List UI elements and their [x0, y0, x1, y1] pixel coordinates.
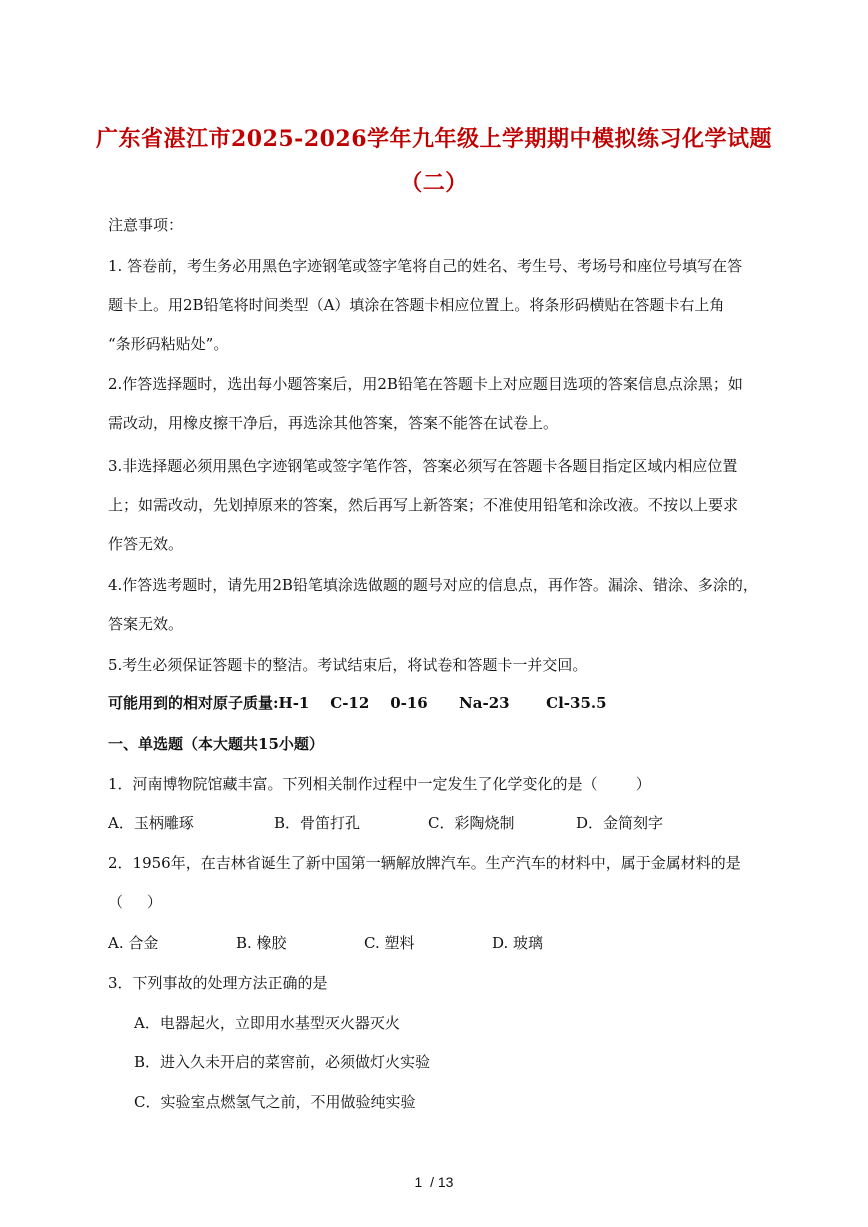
notice-item-4-cont: 答案无效。 [108, 615, 184, 633]
notice-item-1: 1. 答卷前，考生务必用黑色字迹钢笔或签字笔将自己的姓名、考生号、考场号和座位号填写在答 [108, 257, 743, 275]
question-1-option-b: B．骨笛打孔 [274, 814, 361, 832]
question-3-option-b: B．进入久未开启的菜窖前，必须做灯火实验 [134, 1053, 431, 1071]
question-2-option-b: B. 橡胶 [236, 934, 287, 952]
question-2-option-c: C. 塑料 [364, 934, 415, 952]
question-2-answer-blank: （ ） [108, 893, 162, 911]
section-heading: 一、单选题（本大题共15小题） [108, 735, 324, 753]
question-1-option-d: D．金简刻字 [576, 814, 664, 832]
notice-item-5: 5.考生必须保证答题卡的整洁。考试结束后，将试卷和答题卡一并交回。 [108, 656, 588, 674]
notice-item-3-cont: 上；如需改动，先划掉原来的答案，然后再写上新答案；不准使用铅笔和涂改液。不按以上要求 [108, 496, 739, 514]
notice-heading: 注意事项： [108, 216, 184, 234]
notice-item-1-cont: “条形码粘贴处”。 [108, 335, 229, 353]
atomic-mass-line: 可能用到的相对原子质量:H-1 C-12 0-16 Na-23 Cl-35.5 [108, 694, 607, 712]
exam-title-subtitle: （二） [400, 170, 468, 196]
notice-item-3: 3.非选择题必须用黑色字迹钢笔或签字笔作答，答案必须写在答题卡各题目指定区域内相应位置 [108, 457, 738, 475]
question-3-option-c: C．实验室点燃氢气之前，不用做验纯实验 [134, 1093, 416, 1111]
question-3-option-a: A．电器起火，立即用水基型灭火器灭火 [134, 1014, 400, 1032]
question-1-stem: 1．河南博物院馆藏丰富。下列相关制作过程中一定发生了化学变化的是（ ） [108, 775, 651, 793]
question-2-stem: 2．1956年，在吉林省诞生了新中国第一辆解放牌汽车。生产汽车的材料中，属于金属材料的是 [108, 854, 741, 872]
notice-item-2-cont: 需改动，用橡皮擦干净后，再选涂其他答案，答案不能答在试卷上。 [108, 414, 559, 432]
question-1-option-c: C．彩陶烧制 [428, 814, 515, 832]
notice-item-4: 4.作答选考题时，请先用2B铅笔填涂选做题的题号对应的信息点，再作答。漏涂、错涂、多涂的， [108, 576, 758, 594]
question-2-option-d: D. 玻璃 [492, 934, 544, 952]
notice-item-3-cont: 作答无效。 [108, 535, 184, 553]
question-2-option-a: A. 合金 [108, 934, 159, 952]
notice-item-2: 2.作答选择题时，选出每小题答案后，用2B铅笔在答题卡上对应题目选项的答案信息点涂黑；如 [108, 375, 743, 393]
page-number: 1 / 13 [414, 1174, 454, 1190]
question-3-stem: 3．下列事故的处理方法正确的是 [108, 974, 328, 992]
exam-title: 广东省湛江市2025-2026学年九年级上学期期中模拟练习化学试题 [95, 126, 773, 152]
notice-item-1-cont: 题卡上。用2B铅笔将时间类型（A）填涂在答题卡相应位置上。将条形码横贴在答题卡右上角 [108, 296, 725, 314]
question-1-option-a: A．玉柄雕琢 [108, 814, 194, 832]
